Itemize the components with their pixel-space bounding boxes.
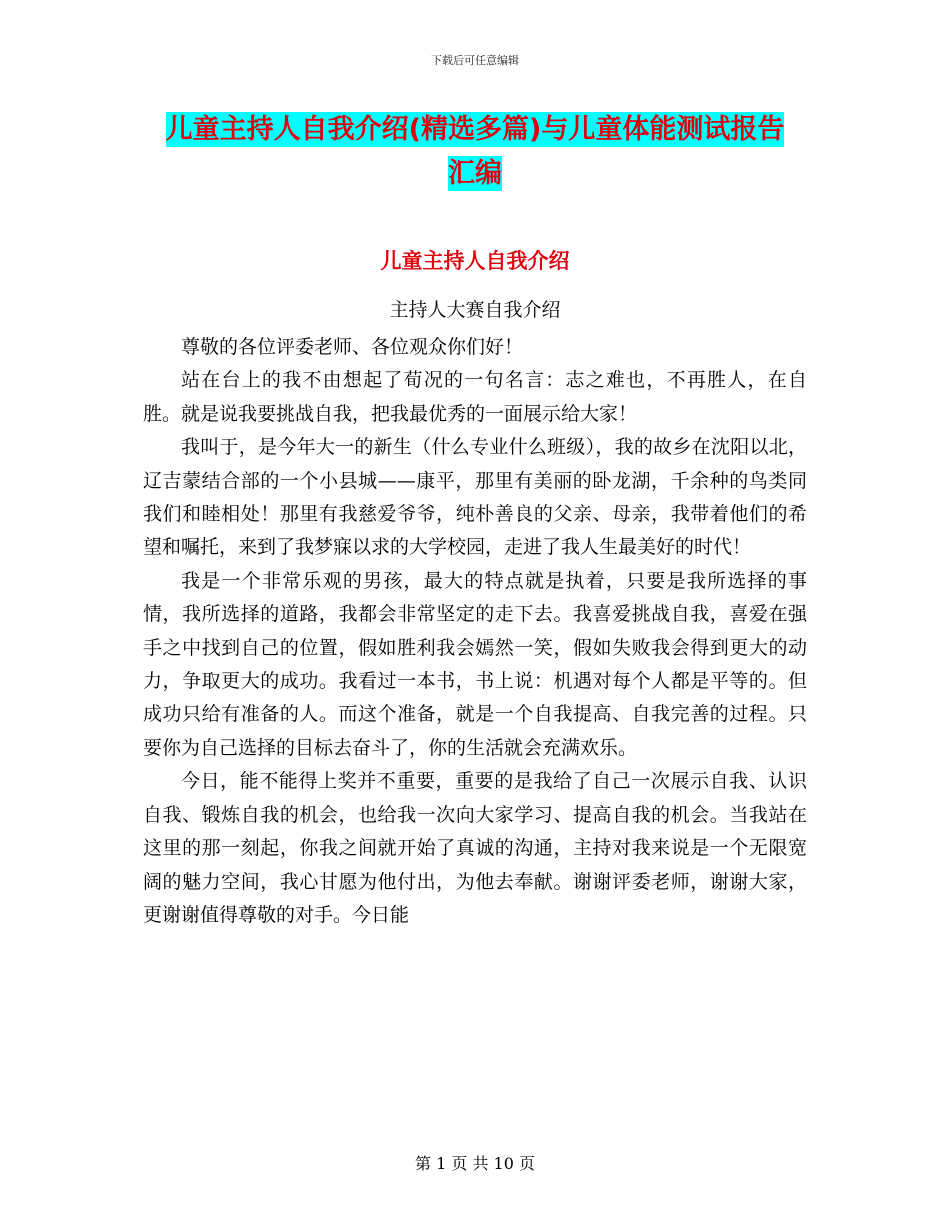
page-header: 下载后可任意编辑 [431, 54, 519, 67]
page-footer: 第 1 页 共 10 页 [415, 1154, 535, 1173]
paragraph-greeting: 尊敬的各位评委老师、各位观众你们好！ [181, 336, 524, 358]
body-text [143, 331, 807, 932]
paragraph-personality: 我是一个非常乐观的男孩，最大的特点就是执着，只要是我所选择的事情，我所选择的道路，我都会非常坚定的走下去。我喜爱挑战自我，喜爱在强手之中找到自己的位置，假如胜利我会嫣然一笑，假如失败我会得到更大的动力，争取更大的成功。我看过一本书，书上说：机遇对每个人都是平等的。但成功只给有准备的人。而这个准备，就是一个自我提高、自我完善的过程。只要你为自己选择的目标去奋斗了，你的生活就会充满欢乐。 [143, 569, 807, 759]
paragraph-quote: 站在台上的我不由想起了荀况的一句名言：志之难也，不再胜人，在自胜。就是说我要挑战自我，把我最优秀的一面展示给大家！ [143, 369, 807, 425]
section-heading: 儿童主持人自我介绍 [380, 249, 570, 273]
document-title-line-2: 汇编 [448, 158, 502, 189]
paragraph-closing: 今日，能不能得上奖并不重要，重要的是我给了自己一次展示自我、认识自我、锻炼自我的机会，也给我一次向大家学习、提高自我的机会。当我站在这里的那一刻起，你我之间就开始了真诚的沟通，主持对我来说是一个无限宽阔的魅力空间，我心甘愿为他付出，为他去奉献。谢谢评委老师，谢谢大家，更谢谢值得尊敬的对手。今日能 [143, 770, 807, 926]
subheading: 主持人大赛自我介绍 [389, 299, 561, 321]
document-title-line-1: 儿童主持人自我介绍(精选多篇)与儿童体能测试报告 [165, 114, 785, 145]
document-title [0, 108, 950, 196]
paragraph-introduction: 我叫于，是今年大一的新生（什么专业什么班级），我的故乡在沈阳以北，辽吉蒙结合部的一个小县城——康平，那里有美丽的卧龙湖，千余种的鸟类同我们和睦相处！那里有我慈爱爷爷，纯朴善良的父亲、母亲，我带着他们的希望和嘱托，来到了我梦寐以求的大学校园，走进了我人生最美好的时代！ [143, 436, 807, 559]
